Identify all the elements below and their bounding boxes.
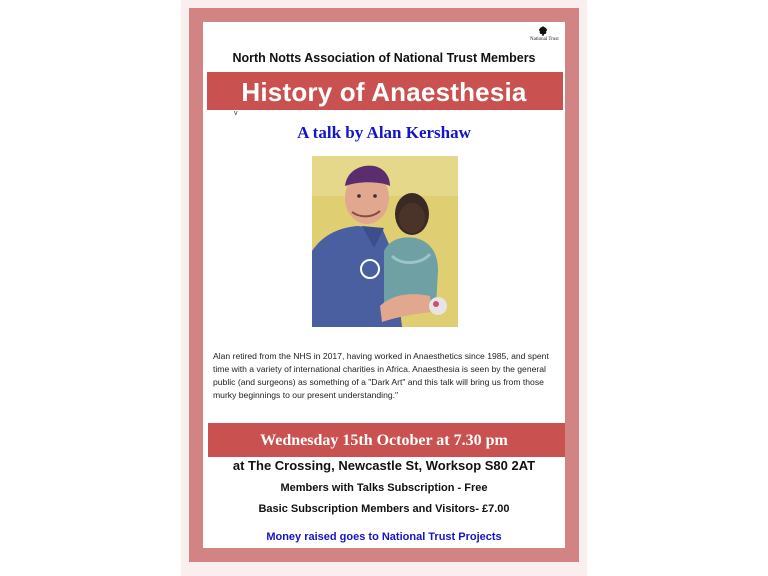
speaker-subtitle: A talk by Alan Kershaw: [297, 123, 471, 142]
logo-text: National Trust: [530, 37, 559, 42]
speaker-photo: [312, 156, 458, 327]
page-title: History of Anaesthesia: [241, 77, 527, 107]
association-name: North Notts Association of National Trust Members: [232, 51, 536, 65]
event-venue: at The Crossing, Newcastle St, Worksop S80 2AT: [232, 458, 536, 473]
national-trust-logo: [530, 25, 559, 49]
event-date: Wednesday 15th October at 7.30 pm: [260, 432, 508, 449]
poster-sheet: [203, 22, 565, 548]
money-note: Money raised goes to National Trust Projects: [266, 531, 502, 543]
basic-price: Basic Subscription Members and Visitors- £7.00: [258, 503, 510, 515]
members-price: Members with Talks Subscription - Free: [280, 482, 488, 494]
stray-mark: v: [234, 110, 238, 117]
talk-description: Alan retired from the NHS in 2017, having worked in Anaesthetics since 1985, and spent time with a variety of international charities in Africa. Anaesthesia is seen by the general public (and surgeons) as something of a "Dark Art" and this talk will bring us from those murky beginnings to our present understanding.": [213, 351, 549, 400]
oak-leaf-icon: [537, 25, 549, 37]
